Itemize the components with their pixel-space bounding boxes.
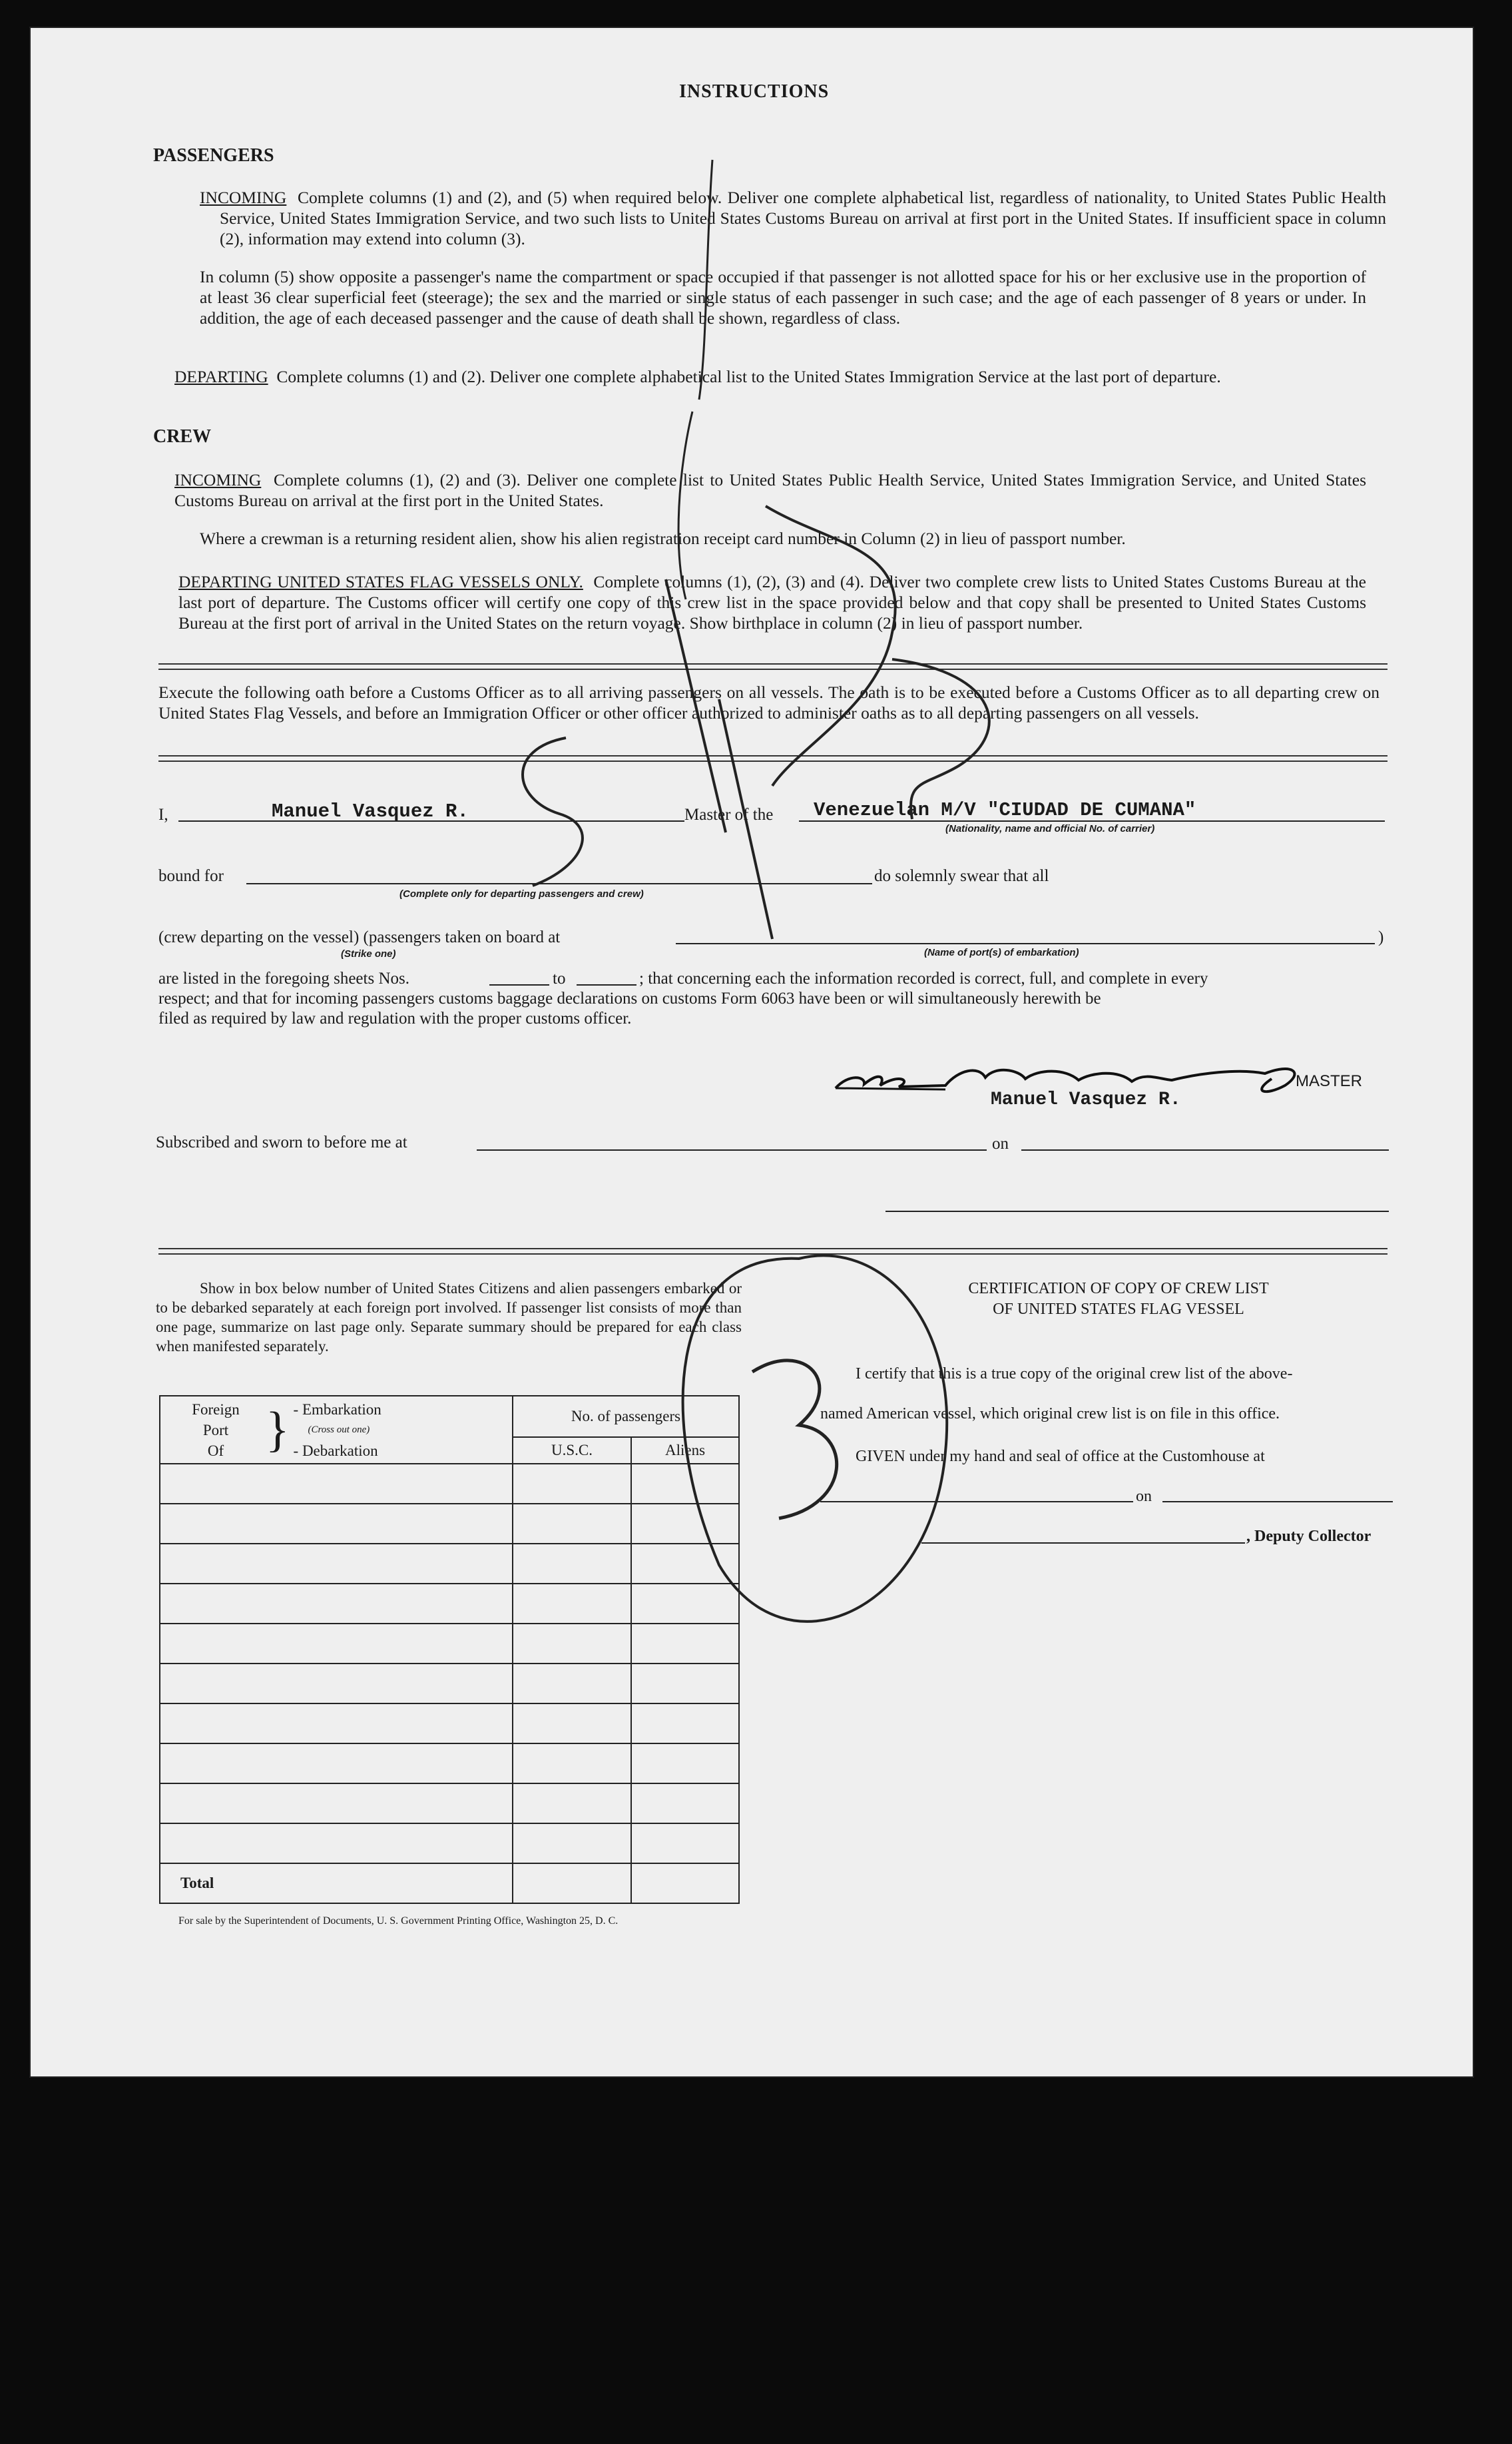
port-cell[interactable] [160, 1464, 513, 1504]
sworn-place-field[interactable] [477, 1149, 987, 1151]
passenger-summary-table [159, 1395, 740, 1904]
aliens-header: Aliens [631, 1437, 739, 1464]
certification-title-line2: OF UNITED STATES FLAG VESSEL [993, 1301, 1244, 1318]
aliens-cell[interactable] [631, 1504, 739, 1544]
usc-cell[interactable] [513, 1624, 631, 1664]
total-row [160, 1863, 739, 1903]
crew-passengers-text: (crew departing on the vessel) (passengers taken on board at [158, 928, 561, 946]
usc-cell[interactable] [513, 1664, 631, 1703]
aliens-cell[interactable] [631, 1664, 739, 1703]
port-cell[interactable] [160, 1823, 513, 1863]
aliens-cell[interactable] [631, 1624, 739, 1664]
passengers-departing-text: Complete columns (1) and (2). Deliver one complete alphabetical list to the United States Immigration Service at the last port of departure. [276, 367, 1221, 386]
usc-cell[interactable] [513, 1504, 631, 1544]
table-row [160, 1584, 739, 1624]
sworn-on-label: on [992, 1135, 1009, 1153]
port-cell[interactable] [160, 1544, 513, 1584]
listed-line3: filed as required by law and regulation with the proper customs officer. [158, 1010, 632, 1028]
table-row [160, 1464, 739, 1504]
crew-incoming-text: Complete columns (1), (2) and (3). Deliver one complete list to United States Public Health Service, United States Immigration Service, and United States Customs Bureau on arrival at the first port in the United States. [174, 470, 1367, 510]
port-cell[interactable] [160, 1703, 513, 1743]
aliens-cell[interactable] [631, 1703, 739, 1743]
cross-out-note: (Cross out one) [308, 1424, 370, 1435]
oath-intro: Execute the following oath before a Customs Officer as to all arriving passengers on all vessels. The oath is to be executed before a Customs Officer as to all departing crew on United States Flag Vessels, and before an Immigration Officer or other officer authorized to administer oaths as to all departing passengers on all vessels. [158, 683, 1380, 723]
printing-office-footer: For sale by the Superintendent of Documents, U. S. Government Printing Office, Washington 25, D. C. [178, 1915, 619, 1927]
usc-cell[interactable] [513, 1464, 631, 1504]
sworn-date-field[interactable] [1021, 1149, 1389, 1151]
summary-instructions: Show in box below number of United States Citizens and alien passengers embarked or to be debarked separately at each foreign port involved. If passenger list consists of more than one page, summarize on last page only. Separate summary should be prepared for each class when manifested separately. [156, 1280, 742, 1355]
brace-icon: } [266, 1402, 290, 1457]
embarkation-port-caption: (Name of port(s) of embarkation) [924, 947, 1079, 958]
divider [158, 663, 1387, 670]
certification-title [832, 1279, 1405, 1320]
divider [158, 1248, 1387, 1255]
passengers-incoming-label: INCOMING [200, 188, 287, 207]
strike-one-caption: (Strike one) [341, 948, 396, 960]
table-row [160, 1664, 739, 1703]
sheet-from-field[interactable] [489, 984, 549, 986]
certification-line1: I certify that this is a true copy of the original crew list of the above- [856, 1365, 1293, 1382]
crew-incoming [174, 469, 1366, 511]
bound-for-caption: (Complete only for departing passengers and crew) [399, 888, 644, 900]
port-cell[interactable] [160, 1783, 513, 1823]
table-row [160, 1703, 739, 1743]
listed-text-cont: ; that concerning each the information recorded is correct, full, and complete in every [639, 970, 1208, 988]
passengers-incoming [200, 187, 1386, 249]
passengers-departing [174, 366, 1366, 387]
certification-line2: named American vessel, which original crew list is on file in this office. [820, 1405, 1280, 1422]
aliens-cell[interactable] [631, 1783, 739, 1823]
certification-line3: GIVEN under my hand and seal of office at the Customhouse at [856, 1448, 1265, 1465]
bound-for-field[interactable] [246, 883, 872, 884]
certification-on-label: on [1136, 1488, 1152, 1505]
vessel-caption: (Nationality, name and official No. of carrier) [945, 823, 1155, 834]
table-row [160, 1544, 739, 1584]
port-label: Port [202, 1421, 229, 1438]
crew-resident-note: Where a crewman is a returning resident alien, show his alien registration receipt card number in Column (2) in lieu of passport number. [200, 529, 1126, 548]
aliens-cell[interactable] [631, 1743, 739, 1783]
listed-line2: respect; and that for incoming passengers customs baggage declarations on customs Form 6063 have been or will simultaneously herewith be [158, 990, 1101, 1008]
listed-to: to [553, 970, 566, 988]
usc-header: U.S.C. [513, 1437, 631, 1464]
usc-cell[interactable] [513, 1703, 631, 1743]
total-label: Total [160, 1863, 513, 1903]
close-paren: ) [1378, 928, 1384, 946]
swear-text: do solemnly swear that all [874, 867, 1049, 885]
crew-heading: CREW [153, 426, 212, 447]
usc-cell[interactable] [513, 1584, 631, 1624]
port-cell[interactable] [160, 1664, 513, 1703]
debarkation-option[interactable]: - Debarkation [293, 1442, 378, 1459]
port-cell[interactable] [160, 1504, 513, 1544]
port-cell[interactable] [160, 1584, 513, 1624]
crew-departing-label: DEPARTING UNITED STATES FLAG VESSELS ONLY. [178, 572, 583, 591]
officer-signature-field[interactable] [885, 1211, 1389, 1212]
foreign-port-header [160, 1396, 513, 1464]
total-aliens-cell[interactable] [631, 1863, 739, 1903]
crew-incoming-label: INCOMING [174, 470, 262, 489]
divider [158, 755, 1387, 762]
passengers-column5-note: In column (5) show opposite a passenger's name the compartment or space occupied if that passenger is not allotted space for his or her exclusive use in the proportion of at least 36 clear superficial feet (steerage); the sex and the married or single status of each passenger in such case; and the age of each passenger of 8 years or under. In addition, the age of each deceased passenger and the cause of death shall be shown, regardless of class. [200, 267, 1366, 328]
passengers-incoming-text: Complete columns (1) and (2), and (5) when required below. Deliver one complete alphabetical list, regardless of nationality, to United States Public Health Service, United States Immigration Service, and two such lists to United States Customs Bureau on arrival at first port in the United States. If insufficient space in column (2), information may extend into column (3). [220, 188, 1386, 248]
table-row [160, 1743, 739, 1783]
instructions-heading: INSTRUCTIONS [679, 81, 830, 102]
customhouse-field[interactable] [820, 1501, 1133, 1502]
crew-departing-text: Complete columns (1), (2), (3) and (4). Deliver two complete crew lists to United States Customs Bureau at the last port of departure. The Customs officer will certify one copy of this crew list in the space provided below and that copy shall be presented to United States Customs Bureau at the first port of arrival in the United States on the return voyage. Show birthplace in column (2) in lieu of passport number. [178, 572, 1366, 633]
vessel-field[interactable]: Venezuelan M/V "CIUDAD DE CUMANA" [814, 799, 1196, 821]
usc-cell[interactable] [513, 1544, 631, 1584]
passengers-departing-label: DEPARTING [174, 367, 268, 386]
usc-cell[interactable] [513, 1823, 631, 1863]
usc-cell[interactable] [513, 1743, 631, 1783]
embarkation-option[interactable]: - Embarkation [293, 1400, 381, 1418]
port-cell[interactable] [160, 1624, 513, 1664]
crew-departing [178, 571, 1366, 633]
aliens-cell[interactable] [631, 1823, 739, 1863]
sheet-to-field[interactable] [577, 984, 636, 986]
certification-title-line1: CERTIFICATION OF COPY OF CREW LIST [968, 1280, 1269, 1297]
listed-text: are listed in the foregoing sheets Nos. [158, 970, 409, 988]
aliens-cell[interactable] [631, 1544, 739, 1584]
subscribed-label: Subscribed and sworn to before me at [156, 1133, 407, 1151]
master-signature-typed: Manuel Vasquez R. [991, 1089, 1181, 1110]
total-usc-cell[interactable] [513, 1863, 631, 1903]
table-row [160, 1624, 739, 1664]
foreign-label: Foreign [192, 1400, 240, 1418]
deputy-collector-signature-field[interactable] [921, 1542, 1245, 1544]
bound-for-label: bound for [158, 867, 224, 885]
table-row [160, 1783, 739, 1823]
certification-date-field[interactable] [1162, 1501, 1393, 1502]
passengers-heading: PASSENGERS [153, 145, 274, 166]
deputy-collector-label: , Deputy Collector [1246, 1528, 1372, 1545]
embarkation-port-field[interactable] [676, 943, 1375, 944]
table-row [160, 1823, 739, 1863]
master-label: MASTER [1296, 1072, 1363, 1090]
usc-cell[interactable] [513, 1783, 631, 1823]
master-of-the-label: Master of the [684, 806, 774, 824]
aliens-cell[interactable] [631, 1584, 739, 1624]
no-of-passengers-header: No. of passengers [513, 1396, 739, 1437]
oath-i-label: I, [158, 806, 168, 824]
port-cell[interactable] [160, 1743, 513, 1783]
of-label: Of [207, 1442, 224, 1459]
aliens-cell[interactable] [631, 1464, 739, 1504]
table-row [160, 1504, 739, 1544]
master-name-field[interactable]: Manuel Vasquez R. [272, 800, 469, 822]
